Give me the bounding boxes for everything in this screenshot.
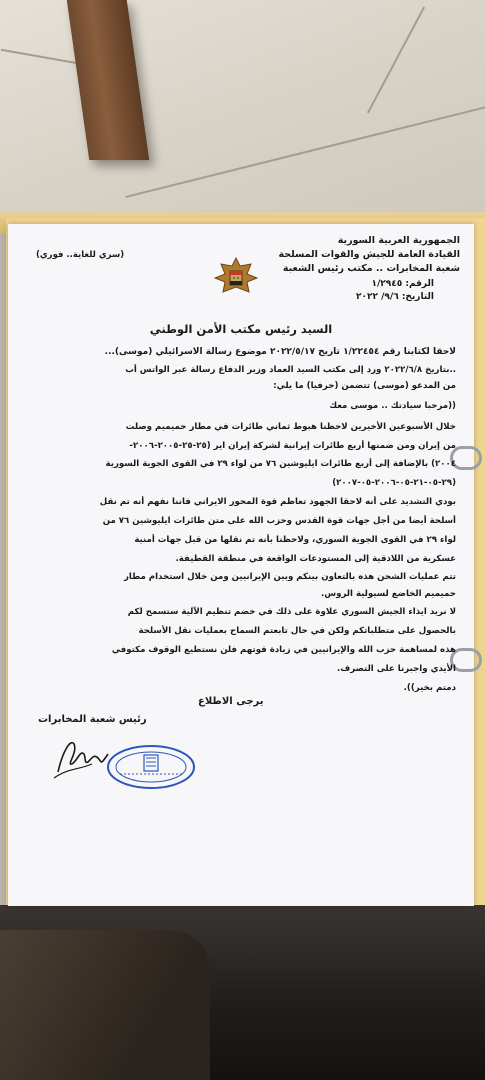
letterhead (279, 234, 460, 276)
body-line: بالحصول على متطلباتكم ولكن في حال تابعتم السماح بعمليات نقل الأسلحة (138, 626, 456, 636)
reference-number: الرقم: ١/٢٩٤٥ (371, 279, 434, 289)
body-line: لواء ٢٩ في القوى الجوية السوري، ولاحظنا بأنه تم نقلها من قبل جهات أمنية (134, 535, 456, 545)
letterhead-command: القيادة العامة للجيش والقوات المسلحة (278, 249, 460, 260)
body-line: تتم عمليات الشحن هذه بالتعاون بينكم وبين الإيرانيين ومن خلال استخدام مطار (123, 572, 456, 582)
official-stamp-icon (106, 744, 196, 790)
letterhead-country: الجمهورية العربية السورية (337, 235, 460, 246)
body-line: خلال الأسبوعين الأخيرين لاحظنا هبوط ثماني طائرات في مطار حميميم وصلت (125, 422, 456, 432)
body-line: بودي التشديد على أنه لاحقا الجهود تعاظم قوة المحور الايراني فاننا نفهم أنه تم نقل (99, 497, 456, 507)
body-line: لا نريد ايذاء الجيش السوري علاوة على ذلك في خضم تنظيم الآلية ستسمح لكم (127, 607, 456, 617)
letterhead-branch: شعبة المخابرات .. مكتب رئيس الشعبة (282, 263, 460, 274)
body-line: عسكرية من اللاذقية إلى المستودعات الواقعة في منطقة القطيفة. (175, 554, 456, 564)
body-line: (٢٩-٠٥-٢١-٠٥-٢٠٠٦-٠٥-٢٠٠٧) (332, 478, 456, 488)
body-line: من إيران ومن ضمنها أربع طائرات إيرانية لشركة إيران اير (٢٥-٢٥-٢٠٠٥-٢٠٠٦- (129, 441, 456, 451)
signatory-title: رئيس شعبة المخابرات (38, 714, 147, 725)
body-line: ..بتاريخ ٢٠٢٢/٦/٨ ورد إلى مكتب السيد العماد وزير الدفاع رسالة عبر الواتس أب (125, 365, 456, 375)
classification-label: (سري للغاية.. فوري) (36, 250, 125, 260)
body-line: أسلحة أيضا من أجل جهات قوة القدس وحزب الله على متن طائرات ايليوشين ٧٦ من (102, 516, 456, 526)
body-line: الأيدي واجبرنا على التصرف. (337, 664, 456, 674)
body-line: هذه لمساهمة حزب الله والإيرانيين في زيادة قوتهم فلن نستطيع الوقوف مكتوفي (111, 645, 456, 655)
document-page (8, 224, 474, 906)
addressee-title: السيد رئيس مكتب الأمن الوطني (149, 322, 333, 336)
body-line: ((مرحبا سيادتك .. موسى معك (329, 401, 456, 411)
closing-request: يرجى الاطلاع (198, 696, 264, 707)
syrian-eagle-emblem-icon (213, 254, 259, 300)
body-line: ٢٠٠٤) بالإضافة إلى أربع طائرات ايليوشين ٧٦ من لواء ٢٩ في القوى الجوية السورية (105, 459, 456, 469)
subject-line: لاحقا لكتابنا رقم ١/٢٢٤٥٤ تاريخ ٢٠٢٢/٥/١٧ موضوع رسالة الاسرائيلي (موسى)... (104, 347, 456, 357)
body-line: حميميم الخاضع لسيولية الروس. (320, 589, 456, 599)
body-line: من المدعو (موسى) تتضمن (حرفيا) ما يلي: (273, 381, 456, 391)
body-line: دمتم بخير)). (403, 683, 456, 693)
document-date: التاريخ: ٩/٦/ ٢٠٢٢ (356, 292, 434, 302)
reference-block (356, 278, 434, 304)
sleeve-shadow (0, 930, 210, 1080)
